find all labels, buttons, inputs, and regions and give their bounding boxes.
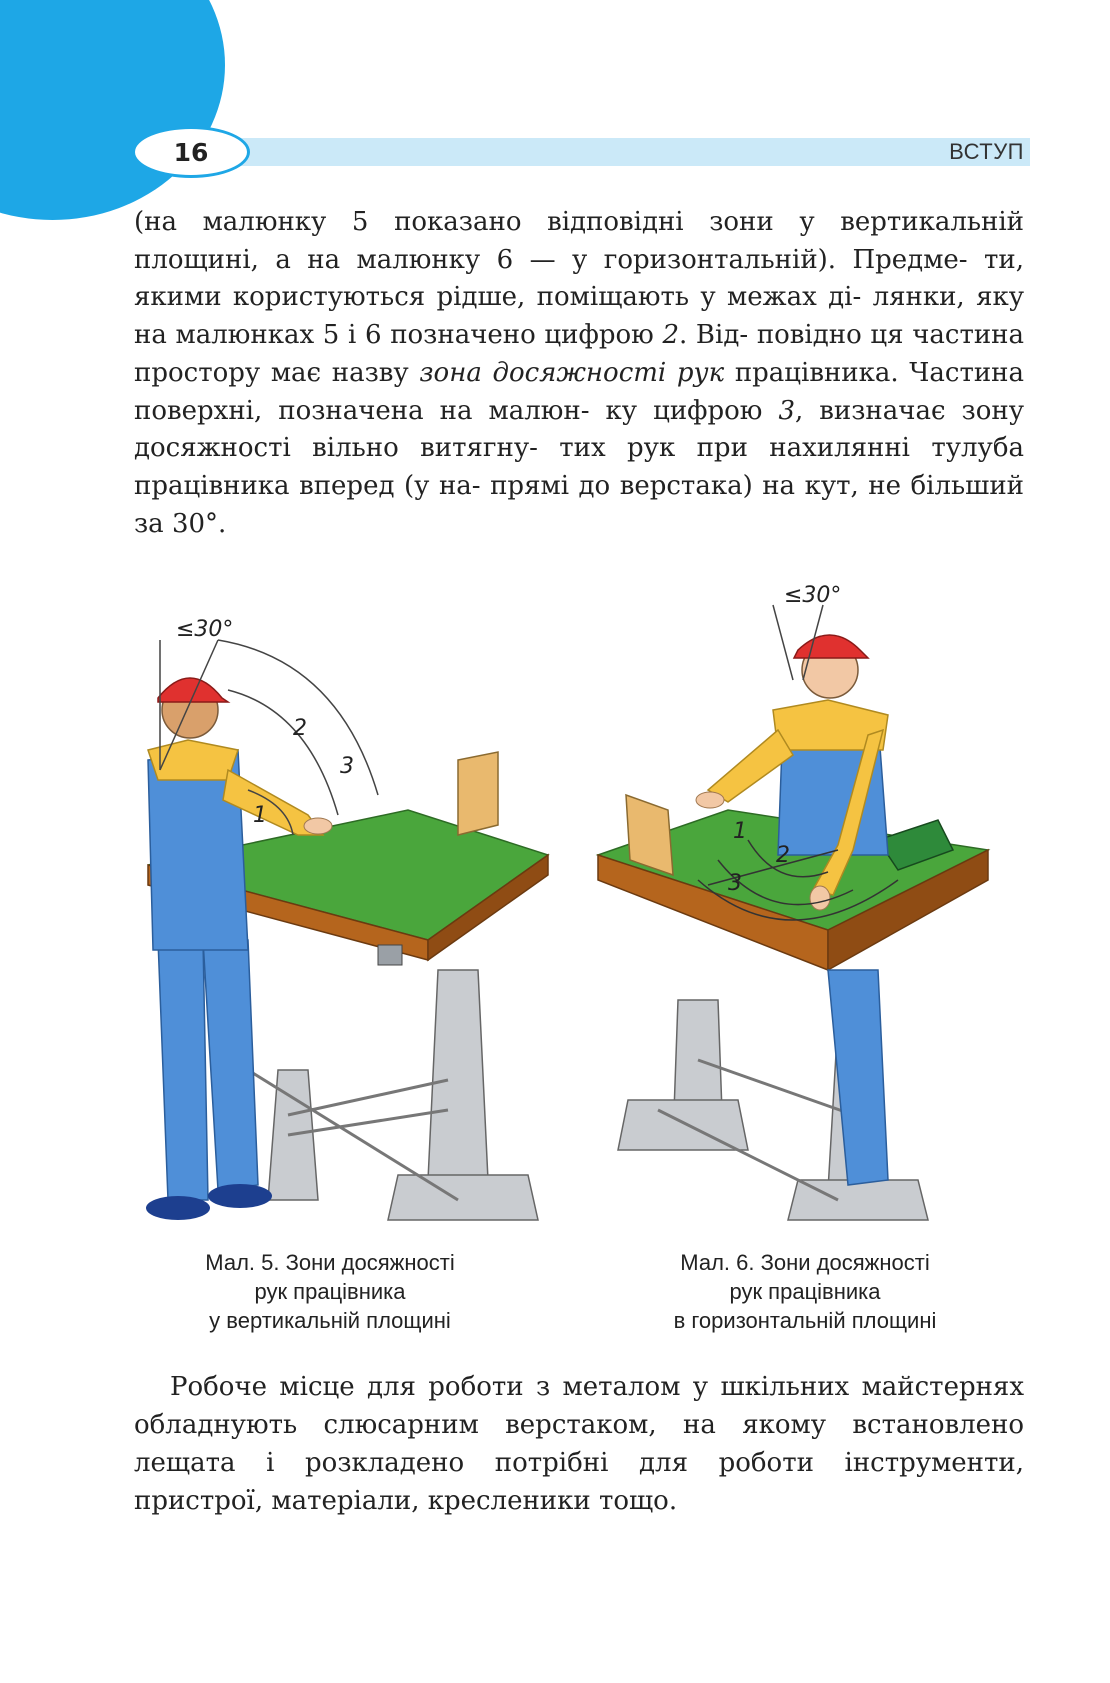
figure-5-angle-label: ≤30° bbox=[176, 617, 234, 642]
paragraph-1-line: . Від- bbox=[678, 320, 749, 351]
paragraph-1-line: (на малюнку 5 показано відповідні зони у вертикальній bbox=[134, 207, 1024, 237]
paragraph-2: Робоче місце для роботи з металом у шкільних майстернях обладнують слюсарним верстаком, на якому встановлено лещата і розкладено потрібні для роботи інструменти, пристрої, матеріали, кресленики тощо. bbox=[134, 1372, 1024, 1516]
paragraph-1-line: , визначає зону досяжності вільно витягну- bbox=[134, 395, 1024, 464]
section-title: ВСТУП bbox=[949, 139, 1024, 164]
figure-5-caption-line: рук працівника bbox=[254, 1279, 406, 1304]
figure-6-illustration bbox=[598, 583, 1038, 1230]
paragraph-1-line: ти, якими користуються рідше, поміщають у межах ді- bbox=[134, 244, 1024, 313]
figure-6-angle-label: ≤30° bbox=[784, 583, 842, 608]
figure-5-caption-line: Мал. 5. Зони досяжності bbox=[205, 1250, 455, 1275]
figure-5-zone-1: 1 bbox=[253, 803, 267, 828]
paragraph-1-line: площині, а на малюнку 6 — у горизонтальній). Предме- bbox=[134, 244, 968, 275]
figure-6-caption bbox=[620, 1248, 990, 1335]
paragraph-1-line: працівника. Частина поверхні, позначена на малюн- bbox=[134, 357, 1024, 426]
header-band bbox=[200, 138, 1030, 166]
figure-6-caption-line: в горизонтальній площині bbox=[673, 1308, 937, 1333]
figure-6-zone-1: 1 bbox=[733, 819, 747, 844]
page-number: 16 bbox=[132, 126, 250, 178]
figure-5-caption-line: у вертикальній площині bbox=[209, 1308, 451, 1333]
term-zone-reach: зона досяжності bbox=[419, 357, 667, 388]
figure-5-illustration bbox=[128, 617, 568, 1230]
figure-5-caption bbox=[150, 1248, 510, 1335]
figure-5-zone-2: 2 bbox=[293, 716, 307, 741]
figure-6-zone-3: 3 bbox=[728, 871, 742, 896]
paragraph-1-line: повідно ця частина простору має назву bbox=[134, 320, 1024, 388]
corner-decoration bbox=[0, 0, 225, 220]
figure-5-zone-3: 3 bbox=[340, 754, 354, 779]
paragraph-1 bbox=[134, 204, 1024, 543]
figure-6-caption-line: Мал. 6. Зони досяжності bbox=[680, 1250, 930, 1275]
figure-6-caption-line: рук працівника bbox=[729, 1279, 881, 1304]
zone-ref-2: 2 bbox=[662, 320, 679, 351]
paragraph-1-line: прямі до верстака) на кут, не більший за 30°. bbox=[134, 470, 1024, 539]
figure-6-zone-2: 2 bbox=[776, 843, 790, 868]
paragraph-1-line: тих рук при нахилянні тулуба працівника вперед (у на- bbox=[134, 433, 1025, 501]
paragraph-1-line: лянки, яку на малюнках 5 і 6 позначено цифрою bbox=[134, 282, 1025, 351]
paragraph-1-line: ку цифрою bbox=[605, 395, 779, 426]
term-zone-reach-2: рук bbox=[676, 357, 725, 388]
zone-ref-3: 3 bbox=[778, 395, 795, 426]
